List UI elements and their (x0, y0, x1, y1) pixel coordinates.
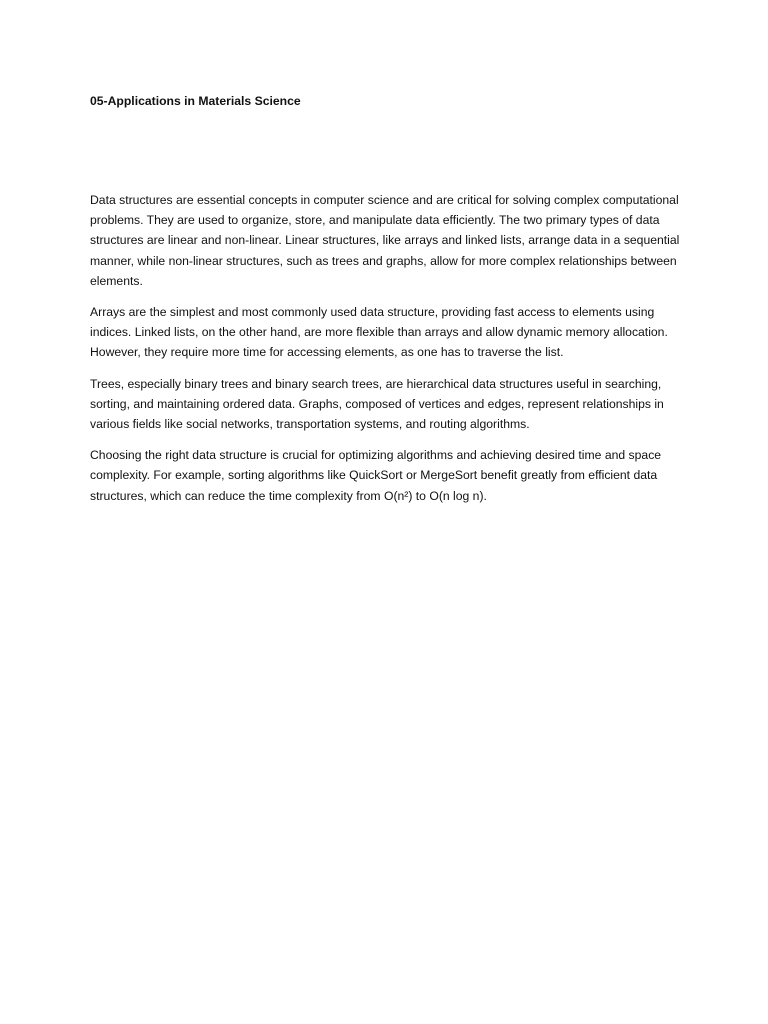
paragraph-4: Choosing the right data structure is crucial for optimizing algorithms and achieving desired time and space complexity. For example, sorting algorithms like QuickSort or MergeSort benefit greatly from efficient data structures, which can reduce the time complexity from O(n²) to O(n log n). (90, 448, 662, 503)
paragraph-1: Data structures are essential concepts in computer science and are critical for solving complex computational problems. They are used to organize, store, and manipulate data efficiently. The two primary types of data structures are linear and non-linear. Linear structures, like arrays and linked lists, arrange data in a sequential manner, while non-linear structures, such as trees and graphs, allow for more complex relationships between elements. (90, 193, 680, 288)
paragraph-2: Arrays are the simplest and most commonly used data structure, providing fast access to elements using indices. Linked lists, on the other hand, are more flexible than arrays and allow dynamic memory allocation. However, they require more time for accessing elements, as one has to traverse the list. (90, 305, 668, 360)
document-body (90, 190, 682, 517)
document-title: 05-Applications in Materials Science (90, 94, 301, 108)
paragraph-3: Trees, especially binary trees and binary search trees, are hierarchical data structures useful in searching, sorting, and maintaining ordered data. Graphs, composed of vertices and edges, represent relationships in various fields like social networks, transportation systems, and routing algorithms. (90, 376, 664, 432)
